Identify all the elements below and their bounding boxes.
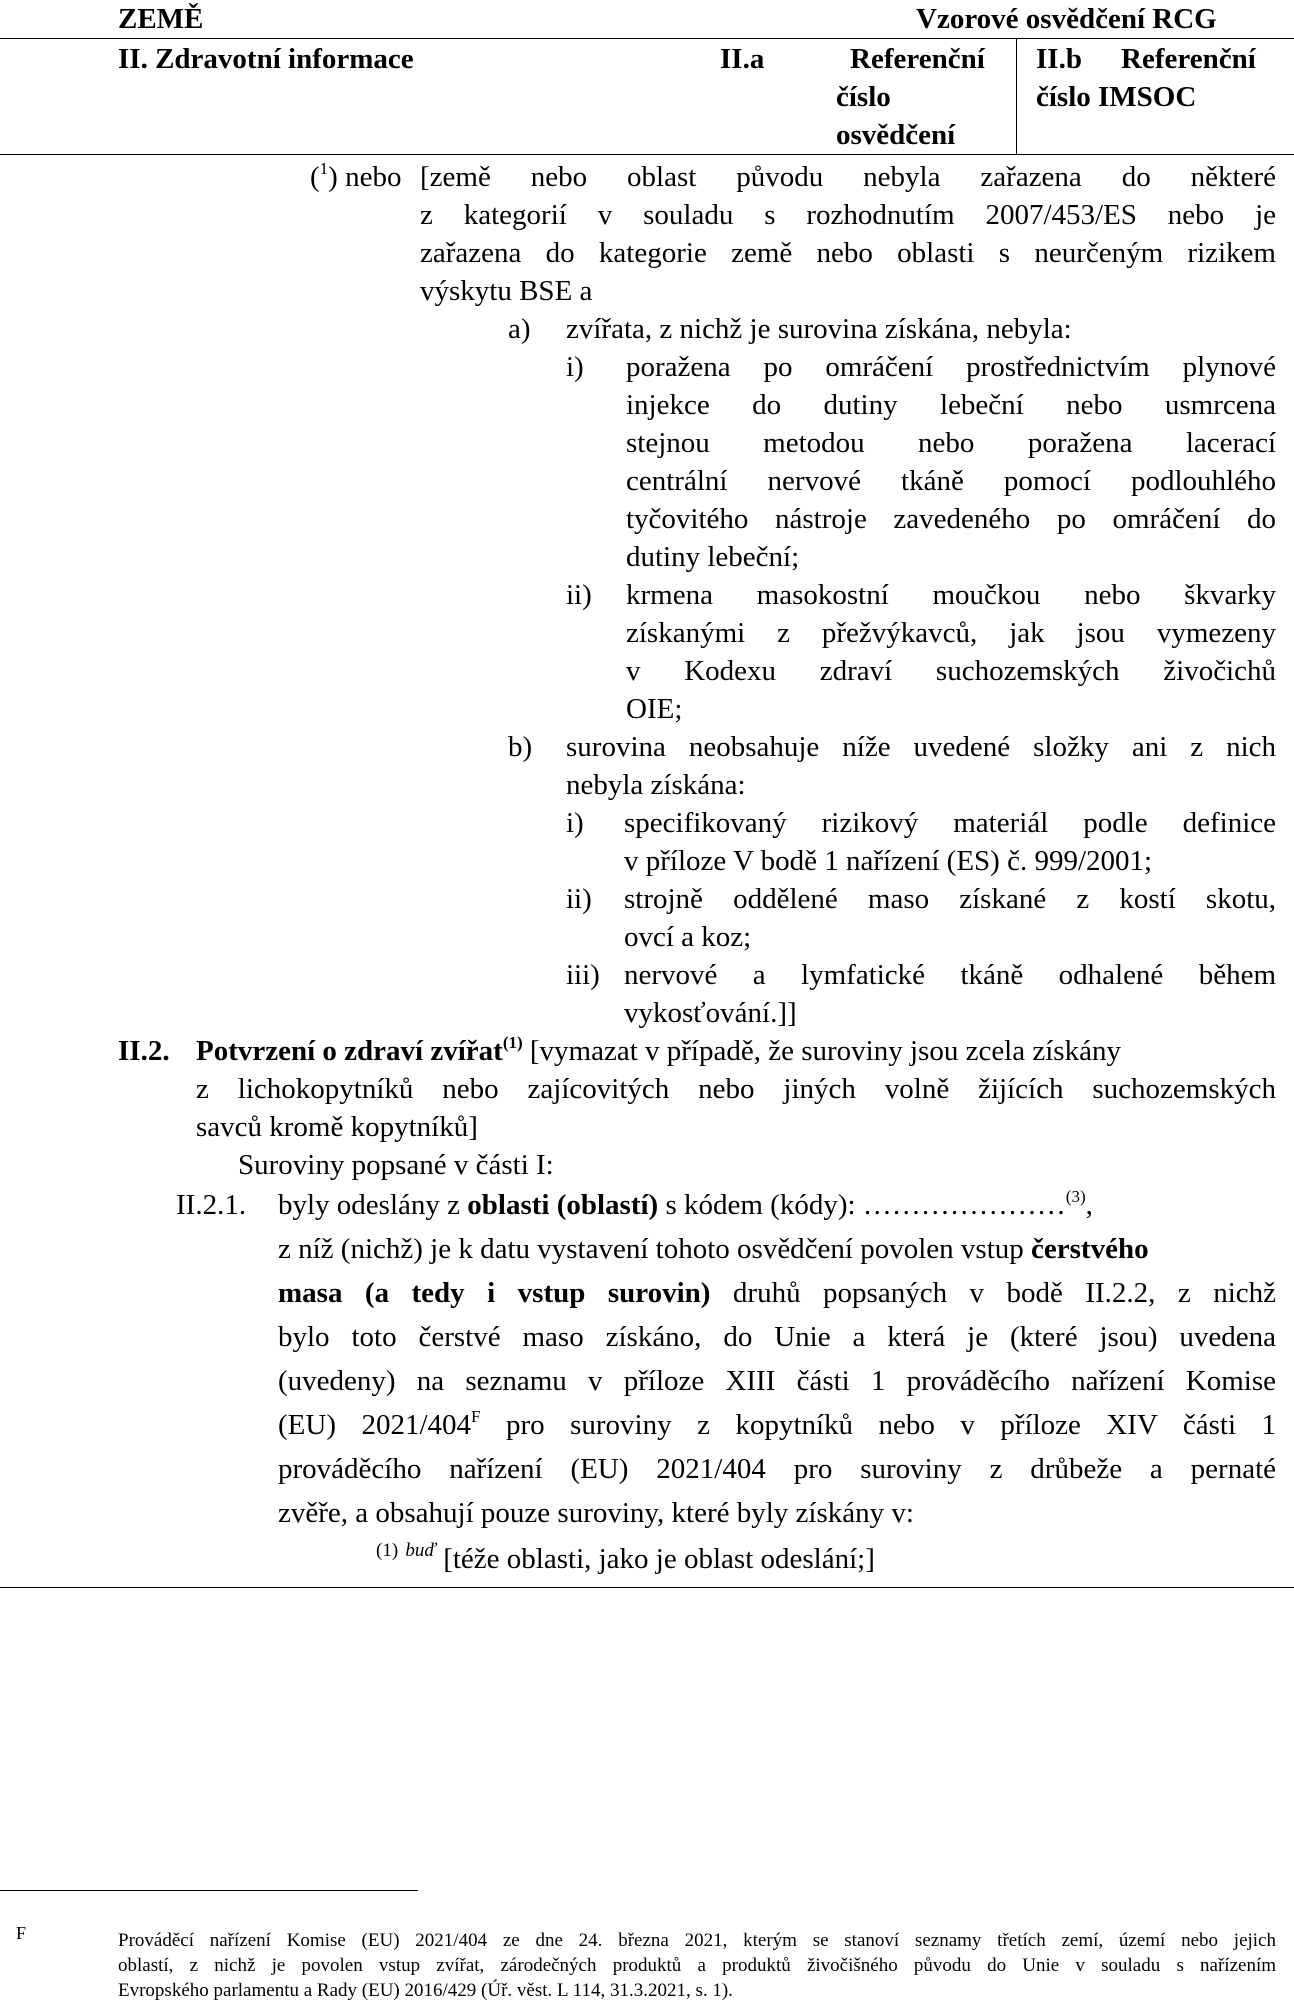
footnote-line-1: Prováděcí nařízení Komise (EU) 2021/404 ze dne 24. března 2021, kterým se stanoví seznamy třetích zemí, území nebo jejich (118, 1930, 1276, 1951)
footnote-separator (0, 1890, 418, 1891)
item-b-label: b) (508, 731, 533, 763)
item-a-ii-line-2: získanými z přežvýkavců, jak jsou vymezeny (626, 617, 1276, 649)
section-2-intro: Suroviny popsané v části I: (238, 1149, 554, 1181)
item-b-i-line-1: specifikovaný rizikový materiál podle definice (624, 807, 1276, 839)
header-divider-b (1016, 38, 1017, 154)
bse-line-2: z kategorií v souladu s rozhodnutím 2007/453/ES nebo je (420, 199, 1276, 231)
item-b-line-2: nebyla získána: (566, 769, 746, 801)
item-a-ii-line-3: v Kodexu zdraví suchozemských živočichů (626, 655, 1276, 687)
header-bottom-line (0, 154, 1294, 155)
section-title: II. Zdravotní informace (118, 43, 414, 75)
footnote-line-2: oblastí, z nichž je povolen vstup zvířat, zárodečných produktů a produktů živočišného původu do Unie v souladu s nařízením (118, 1955, 1276, 1976)
section-2-line-2: z lichokopytníků nebo zajícovitých nebo jiných volně žijících suchozemských (196, 1073, 1276, 1105)
bse-line-1: [země nebo oblast původu nebyla zařazena do některé (420, 161, 1276, 193)
item-a-ii-line-1: krmena masokostní moučkou nebo škvarky (626, 579, 1276, 611)
header-top-line (0, 38, 1294, 39)
section-2-1-line-6: (EU) $2021/404^F$ pro suroviny z kopytníků nebo v příloze XIV části 1 (278, 1407, 1276, 1441)
item-a-ii-label: ii) (566, 579, 592, 611)
bse-line-3: zařazena do kategorie země nebo oblasti s neurčeným rizikem (420, 237, 1276, 269)
item-b-ii-label: ii) (566, 883, 592, 915)
section-2-line-3: savců kromě kopytníků] (196, 1111, 478, 1143)
item-a-i-line-3: stejnou metodou nebo poražena lacerací (626, 427, 1276, 459)
item-b-iii-line-2: vykosťování.]] (624, 997, 797, 1029)
col-a-label-1: Referenční (850, 43, 985, 75)
item-a-label: a) (508, 313, 531, 345)
item-a-i-label: i) (566, 351, 584, 383)
item-b-line-1: surovina neobsahuje níže uvedené složky ani z nich (566, 731, 1276, 763)
table-bottom-line (0, 1587, 1294, 1588)
section-2-1-line-4: bylo toto čerstvé maso získáno, do Unie a která je (které jsou) uvedena (278, 1321, 1276, 1353)
footnote-marker: F (16, 1923, 27, 1943)
section-2-number: II.2. (118, 1035, 170, 1067)
item-a-text: zvířata, z nichž je surovina získána, nebyla: (566, 313, 1072, 345)
country-label: ZEMĚ (118, 3, 204, 35)
section-2-1-line-8: zvěře, a obsahují pouze suroviny, které byly získány v: (278, 1497, 914, 1529)
item-b-ii-line-2: ovcí a koz; (624, 921, 752, 953)
section-2-1-line-2: z níž (nichž) je k datu vystavení tohoto osvědčení povolen vstup čerstvého (278, 1233, 1149, 1265)
item-a-i-line-5: tyčovitého nástroje zavedeného po omráčení do (626, 503, 1276, 535)
item-b-iii-line-1: nervové a lymfatické tkáně odhalené během (624, 959, 1276, 991)
item-a-i-line-2: injekce do dutiny lebeční nebo usmrcena (626, 389, 1276, 421)
certificate-model: Vzorové osvědčení RCG (916, 3, 1217, 35)
bse-option-marker: ($^1$) nebo (310, 159, 402, 193)
col-a-code: II.a (720, 43, 765, 75)
item-a-i-line-6: dutiny lebeční; (626, 541, 800, 573)
item-a-i-line-1: poražena po omráčení prostřednictvím plynové (626, 351, 1276, 383)
item-a-i-line-4: centrální nervové tkáně pomocí podlouhlého (626, 465, 1276, 497)
section-2-title-line: Potvrzení o zdraví zvířat$^{(1)}$ [vymazat v případě, že suroviny jsou zcela získány (196, 1033, 1121, 1067)
item-b-i-line-2: v příloze V bodě 1 nařízení (ES) č. 999/2001; (624, 845, 1153, 877)
section-2-1-number: II.2.1. (176, 1189, 247, 1221)
col-b-code: II.b (1036, 43, 1082, 75)
col-a-label-2: číslo (836, 81, 891, 113)
section-2-1-line-1: byly odeslány z oblasti (oblastí) s kódem (kódy): …………………$^{(3)}$, (278, 1187, 1093, 1221)
option-either: $^{(1)}$ $^{buď}$ [téže oblasti, jako je oblast odeslání;] (376, 1540, 875, 1575)
col-b-label-1: Referenční (1121, 43, 1256, 75)
item-b-i-label: i) (566, 807, 584, 839)
item-b-ii-line-1: strojně oddělené maso získané z kostí skotu, (624, 883, 1276, 915)
section-2-1-line-5: (uvedeny) na seznamu v příloze XIII části 1 prováděcího nařízení Komise (278, 1365, 1276, 1397)
section-2-1-line-7: prováděcího nařízení (EU) 2021/404 pro suroviny z drůbeže a pernaté (278, 1453, 1276, 1485)
footnote-line-3: Evropského parlamentu a Rady (EU) 2016/429 (Úř. věst. L 114, 31.3.2021, s. 1). (118, 1980, 733, 2001)
section-2-1-line-3: masa (a tedy i vstup surovin) druhů popsaných v bodě II.2.2, z nichž (278, 1277, 1277, 1309)
item-b-iii-label: iii) (566, 959, 600, 991)
bse-line-4: výskytu BSE a (420, 275, 593, 307)
col-b-label-2: číslo IMSOC (1036, 81, 1197, 113)
col-a-label-3: osvědčení (836, 119, 956, 151)
item-a-ii-line-4: OIE; (626, 693, 683, 725)
